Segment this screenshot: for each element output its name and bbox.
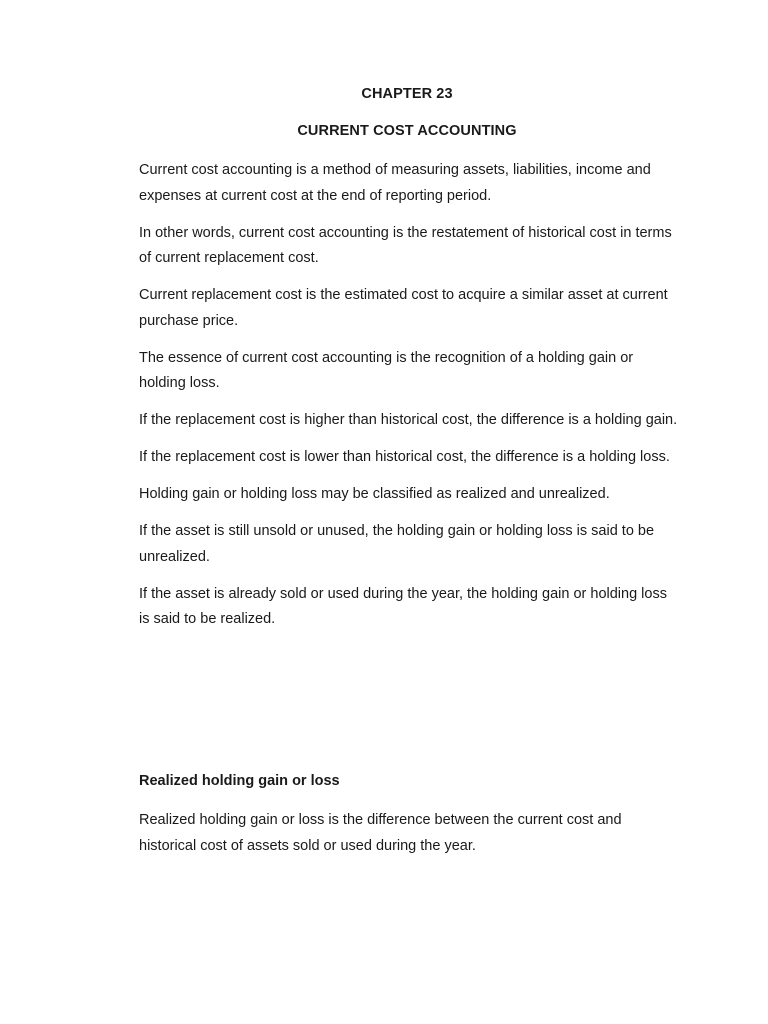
paragraph: If the replacement cost is higher than historical cost, the difference is a holding gain.	[139, 412, 678, 428]
chapter-title: CURRENT COST ACCOUNTING	[297, 123, 517, 139]
section-body	[139, 808, 679, 871]
paragraph: Holding gain or holding loss may be classified as realized and unrealized.	[139, 486, 610, 502]
paragraph: Current cost accounting is a method of measuring assets, liabilities, income and expenses at current cost at the end of reporting period.	[139, 162, 651, 204]
paragraph: The essence of current cost accounting is the recognition of a holding gain or holding loss.	[139, 349, 634, 391]
paragraph: If the asset is still unsold or unused, the holding gain or holding loss is said to be unrealized.	[139, 523, 655, 565]
paragraph: If the replacement cost is lower than historical cost, the difference is a holding loss.	[139, 449, 670, 465]
paragraph: If the asset is already sold or used during the year, the holding gain or holding loss is said to be realized.	[139, 585, 667, 627]
paragraph: In other words, current cost accounting is the restatement of historical cost in terms of current replacement cost.	[139, 224, 672, 266]
section-heading: Realized holding gain or loss	[139, 773, 340, 789]
paragraph: Realized holding gain or loss is the difference between the current cost and historical cost of assets sold or used during the year.	[139, 812, 622, 854]
body-text	[139, 158, 679, 644]
chapter-number: CHAPTER 23	[361, 86, 453, 102]
paragraph: Current replacement cost is the estimated cost to acquire a similar asset at current purchase price.	[139, 287, 668, 329]
